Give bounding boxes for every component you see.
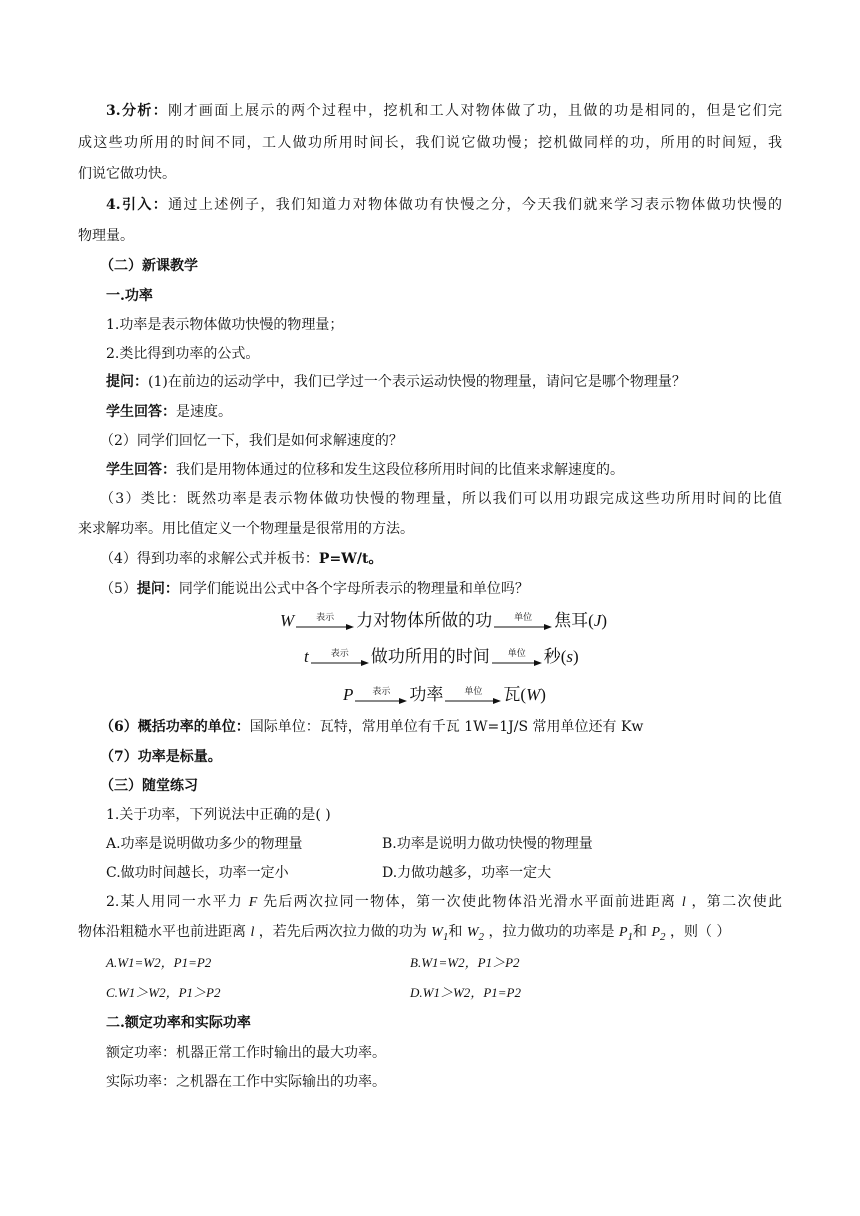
exercise-1-options-row-1 bbox=[106, 834, 782, 854]
scalar-note: （7）功率是标量。 bbox=[100, 749, 222, 765]
subheading-power: 一.功率 bbox=[106, 288, 153, 304]
question-3-line-2: 来求解功率。用比值定义一个物理量是很常用的方法。 bbox=[78, 521, 414, 537]
section-heading-new-lesson: （二）新课教学 bbox=[100, 258, 198, 274]
formula-power: P 表示 功率 单位 瓦 ( W ) bbox=[0, 680, 860, 704]
question-5: （5）提问：同学们能说出公式中各个字母所表示的物理量和单位吗？ bbox=[100, 581, 529, 597]
exercise-1-question: 1.关于功率，下列说法中正确的是( ) bbox=[106, 807, 331, 823]
arrow-unit: 单位 bbox=[494, 613, 552, 631]
formula-unit: 焦耳 bbox=[554, 611, 589, 630]
section-heading-practice: （三）随堂练习 bbox=[100, 778, 198, 794]
arrow-represents: 表示 bbox=[355, 687, 407, 705]
arrow-represents: 表示 bbox=[296, 613, 354, 631]
exercise-1-options-row-2 bbox=[106, 863, 782, 883]
analysis-line-1: 3.分析：刚才画面上展示的两个过程中，挖机和工人对物体做了功，且做的功是相同的，但是它们完 bbox=[106, 103, 782, 119]
analysis-line-3: 们说它做功快。 bbox=[78, 166, 176, 182]
rated-power-definition: 额定功率：机器正常工作时输出的最大功率。 bbox=[106, 1045, 386, 1061]
formula-variable: W bbox=[280, 611, 295, 630]
analysis-line-2: 成这些功所用的时间不同，工人做功所用时间长，我们说它做功慢；挖机做同样的功，所用的时间短，我 bbox=[78, 135, 782, 151]
exercise-2-line-1: 2.某人用同一水平力 F 先后两次拉同一物体，第一次使此物体沿光滑水平面前进距离 l ，第二次使此 bbox=[106, 894, 782, 910]
arrow-unit: 单位 bbox=[445, 687, 501, 705]
formula-time: t 表示 做功所用的时间 单位 秒 ( s ) bbox=[0, 642, 860, 666]
formula-work: W 表示 力对物体所做的功 单位 焦耳 ( J ) bbox=[0, 606, 860, 630]
option-d: D.力做功越多，功率一定大 bbox=[382, 865, 552, 881]
option-b: B.功率是说明力做功快慢的物理量 bbox=[382, 836, 593, 852]
unit-summary: （6）概括功率的单位：国际单位：瓦特，常用单位有千瓦 1W=1J/S 常用单位还有 Kw bbox=[100, 719, 644, 735]
point-2: 2.类比得到功率的公式。 bbox=[106, 346, 260, 362]
formula-unit: 秒 bbox=[543, 647, 561, 666]
formula-meaning: 做功所用的时间 bbox=[370, 647, 490, 666]
question-1: 提问：(1)在前边的运动学中，我们已学过一个表示运动快慢的物理量，请问它是哪个物理量？ bbox=[106, 374, 686, 390]
option-c: C.做功时间越长，功率一定小 bbox=[106, 865, 289, 881]
exercise-2-options-row-1 bbox=[106, 953, 782, 973]
exercise-2-line-2: 物体沿粗糙水平也前进距离 l ，若先后两次拉力做的功为 $W_1$和 $W_2$ ，拉力做功的功率是 $P_1$和 $P_2$ ，则（ ） bbox=[78, 924, 731, 943]
formula-unit: 瓦 bbox=[503, 685, 521, 704]
question-2: （2）同学们回忆一下，我们是如何求解速度的？ bbox=[100, 433, 403, 449]
point-1: 1.功率是表示物体做功快慢的物理量； bbox=[106, 317, 344, 333]
formula-variable: t bbox=[304, 647, 309, 666]
option-b: B.W1=W2，P1＞P2 bbox=[410, 955, 520, 970]
subheading-rated-actual: 二.额定功率和实际功率 bbox=[106, 1015, 251, 1031]
answer-1: 学生回答：是速度。 bbox=[106, 404, 232, 420]
question-3-line-1: （3）类比：既然功率是表示物体做功快慢的物理量，所以我们可以用功跟完成这些功所用时间的比值 bbox=[100, 491, 782, 507]
formula-variable: P bbox=[343, 685, 354, 704]
option-c: C.W1＞W2，P1＞P2 bbox=[106, 985, 221, 1000]
actual-power-definition: 实际功率：之机器在工作中实际输出的功率。 bbox=[106, 1074, 386, 1090]
unit-symbol: J bbox=[593, 611, 602, 630]
option-a: A.W1=W2，P1=P2 bbox=[106, 955, 212, 970]
arrow-represents: 表示 bbox=[311, 649, 369, 667]
formula-meaning: 力对物体所做的功 bbox=[356, 611, 493, 630]
unit-symbol: W bbox=[526, 685, 541, 704]
intro-line-2: 物理量。 bbox=[78, 228, 134, 244]
arrow-unit: 单位 bbox=[492, 649, 542, 667]
answer-2: 学生回答：我们是用物体通过的位移和发生这段位移所用时间的比值来求解速度的。 bbox=[106, 462, 624, 478]
intro-line-1: 4.引入：通过上述例子，我们知道力对物体做功有快慢之分，今天我们就来学习表示物体做功快慢的 bbox=[106, 197, 782, 213]
formula-meaning: 功率 bbox=[409, 685, 444, 704]
question-4: （4）得到功率的求解公式并板书：P=W/t。 bbox=[100, 551, 383, 567]
option-a: A.功率是说明做功多少的物理量 bbox=[106, 836, 303, 852]
exercise-2-options-row-2 bbox=[106, 983, 782, 1003]
unit-symbol: s bbox=[566, 647, 574, 666]
option-d: D.W1＞W2，P1=P2 bbox=[410, 985, 521, 1000]
